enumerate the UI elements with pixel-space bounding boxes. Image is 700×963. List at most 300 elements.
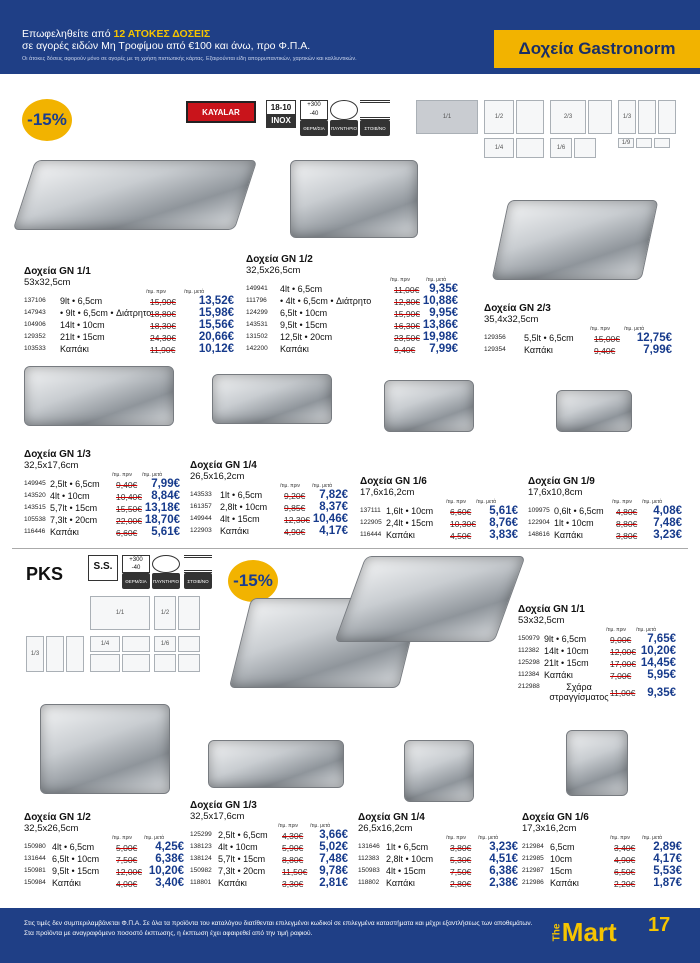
col-old-price: /τιμ. πριν — [390, 277, 411, 283]
product-description: 12,5lt • 20cm — [280, 332, 333, 342]
product-code: 131502 — [246, 333, 268, 340]
new-price: 2,81€ — [319, 877, 348, 889]
product-image-pks-lid — [334, 556, 525, 642]
product-description: 14lt • 10cm — [60, 320, 105, 330]
old-price: 9,40€ — [394, 345, 416, 355]
col-new-price: /τιμ. μετά — [144, 835, 165, 841]
new-price: 7,82€ — [319, 489, 348, 501]
discount-badge-2: -15% — [228, 560, 278, 602]
old-price: 9,40€ — [594, 346, 616, 356]
col-old-price: /τιμ. πριν — [610, 835, 631, 841]
price-block — [24, 266, 234, 356]
product-description: Καπάκι — [554, 530, 583, 540]
price-row — [24, 878, 184, 890]
discount-badge: -15% — [22, 99, 72, 141]
product-code: 105538 — [24, 516, 46, 523]
price-row — [190, 878, 348, 890]
product-code: 131646 — [358, 843, 380, 850]
product-code: 124299 — [246, 309, 268, 316]
new-price: 7,48€ — [319, 853, 348, 865]
product-description: 2,5lt • 6,5cm — [218, 830, 268, 840]
grid-cell — [90, 654, 120, 672]
product-code: 161357 — [190, 503, 212, 510]
product-code: 112383 — [358, 855, 380, 862]
dishwasher-icon — [330, 100, 358, 120]
old-price: 5,30€ — [450, 855, 472, 865]
product-code: 122904 — [528, 519, 550, 526]
new-price: 4,51€ — [489, 853, 518, 865]
temperature-icon: +300 -40 — [300, 100, 328, 120]
section-divider — [12, 548, 688, 549]
grid-cell — [178, 654, 200, 672]
price-block — [518, 604, 676, 704]
stainless-steel-icon: S.S. — [88, 555, 118, 581]
product-code: 116446 — [24, 528, 46, 535]
product-code: 143533 — [190, 491, 212, 498]
product-description: Καπάκι — [524, 345, 553, 355]
block-title: Δοχεία GN 1/2 — [246, 254, 313, 265]
product-image-gn-1-9 — [556, 390, 632, 432]
product-image-pks-gn-1-3 — [208, 740, 344, 788]
block-dimensions: 32,5x26,5cm — [24, 823, 79, 834]
old-price: 9,85€ — [284, 503, 306, 513]
price-row — [518, 670, 676, 682]
product-description: 15cm — [550, 866, 573, 876]
product-description: 1lt • 6,5cm — [220, 490, 263, 500]
product-code: 150982 — [190, 867, 212, 874]
dishwasher-label: ΠΛΥΝΤΗΡΙΟ — [330, 120, 358, 136]
old-price: 7,00€ — [610, 671, 632, 681]
inox-icon: 18-10 INOX — [266, 100, 296, 128]
product-description: 5,7lt • 15cm — [218, 854, 266, 864]
product-description: Καπάκι — [280, 344, 309, 354]
new-price: 3,66€ — [319, 829, 348, 841]
product-description: 21lt • 15cm — [60, 332, 105, 342]
product-image-gn-1-1 — [13, 160, 258, 230]
product-code: 143531 — [246, 321, 268, 328]
old-price: 2,20€ — [614, 879, 636, 889]
col-old-price: /τιμ. πριν — [112, 835, 133, 841]
product-code: 142200 — [246, 345, 268, 352]
old-price: 4,00€ — [116, 879, 138, 889]
grid-cell — [516, 138, 544, 158]
product-description: Καπάκι — [544, 670, 573, 680]
block-dimensions: 32,5x26,5cm — [246, 265, 301, 276]
product-code: 150984 — [24, 879, 46, 886]
product-description: 6,5cm — [550, 842, 575, 852]
product-description: • 4lt • 6,5cm • Διάτρητο — [280, 296, 372, 306]
new-price: 9,78€ — [319, 865, 348, 877]
price-row — [246, 344, 458, 356]
new-price: 10,20€ — [148, 865, 184, 877]
old-price: 11,90€ — [150, 345, 176, 355]
old-price: 15,90€ — [394, 309, 420, 319]
new-price: 5,02€ — [319, 841, 348, 853]
product-code: 125298 — [518, 659, 540, 666]
grid-cell — [46, 636, 64, 672]
col-new-price: /τιμ. μετά — [142, 472, 163, 478]
new-price: 5,61€ — [151, 526, 180, 538]
new-price: 3,83€ — [489, 529, 518, 541]
new-price: 7,65€ — [647, 633, 676, 645]
grid-cell — [638, 100, 656, 134]
product-code: 111796 — [246, 297, 267, 304]
col-new-price: /τιμ. μετά — [636, 627, 657, 633]
old-price: 12,30€ — [284, 515, 310, 525]
product-code: 212987 — [522, 867, 544, 874]
col-new-price: /τιμ. μετά — [476, 499, 497, 505]
stackable-label: ΣΤΟΙΒ/ΝΟ — [360, 120, 390, 136]
grid-cell: 1/1 — [90, 596, 150, 630]
grid-cell — [636, 138, 652, 148]
block-dimensions: 26,5x16,2cm — [190, 471, 245, 482]
price-block — [360, 476, 518, 542]
header-line-2: σε αγορές ειδών Μη Τροφίμου από €100 και άνω, προ Φ.Π.Α. — [22, 40, 311, 52]
pks-logo: PKS — [26, 564, 64, 584]
the-mart-logo — [548, 908, 640, 956]
col-new-price: /τιμ. μετά — [310, 823, 331, 829]
product-description: Καπάκι — [386, 530, 415, 540]
new-price: 2,38€ — [489, 877, 518, 889]
price-row — [358, 878, 518, 890]
product-description: 1lt • 6,5cm — [386, 842, 429, 852]
product-image-pks-gn-1-2 — [40, 704, 170, 794]
product-description: Καπάκι — [60, 344, 89, 354]
grid-cell — [122, 636, 150, 652]
product-description: Καπάκι — [52, 878, 81, 888]
grid-cell: 2/3 — [550, 100, 586, 134]
new-price: 2,89€ — [653, 841, 682, 853]
product-code: 129356 — [484, 334, 506, 341]
price-block — [190, 460, 348, 538]
product-description: 4lt • 15cm — [386, 866, 426, 876]
temperature-icon-2: +300 -40 — [122, 555, 150, 573]
new-price: 5,53€ — [653, 865, 682, 877]
old-price: 5,00€ — [116, 843, 138, 853]
block-dimensions: 32,5x17,6cm — [24, 460, 79, 471]
old-price: 15,50€ — [116, 504, 142, 514]
product-code: 125299 — [190, 831, 212, 838]
old-price: 8,80€ — [282, 855, 304, 865]
logo-the: The — [551, 923, 563, 941]
product-code: 129354 — [484, 346, 506, 353]
stackable-label-2: ΣΤΟΙΒ/ΝΟ — [184, 573, 212, 589]
new-price: 7,48€ — [653, 517, 682, 529]
grid-cell — [658, 100, 676, 134]
product-code: 104906 — [24, 321, 46, 328]
block-title: Δοχεία GN 1/2 — [24, 812, 91, 823]
block-title: Δοχεία GN 1/4 — [190, 460, 257, 471]
product-description: 4lt • 15cm — [220, 514, 260, 524]
product-description: Σχάρα στραγγίσματος — [549, 682, 609, 702]
block-title: Δοχεία GN 1/6 — [360, 476, 427, 487]
product-code: 137106 — [24, 297, 46, 304]
product-code: 131644 — [24, 855, 46, 862]
col-new-price: /τιμ. μετά — [312, 483, 333, 489]
old-price: 7,50€ — [450, 867, 472, 877]
price-block — [24, 449, 180, 539]
block-dimensions: 17,6x16,2cm — [360, 487, 415, 498]
new-price: 3,23€ — [489, 841, 518, 853]
price-block — [522, 812, 682, 890]
new-price: 7,99€ — [151, 478, 180, 490]
block-dimensions: 35,4x32,5cm — [484, 314, 539, 325]
block-title: Δοχεία GN 2/3 — [484, 303, 551, 314]
header-banner — [0, 0, 700, 74]
new-price: 8,84€ — [151, 490, 180, 502]
product-description: 9,5lt • 15cm — [52, 866, 100, 876]
price-block — [358, 812, 518, 890]
product-description: 4lt • 6,5cm — [280, 284, 323, 294]
product-description: 7,3lt • 20cm — [50, 515, 98, 525]
new-price: 7,99€ — [643, 344, 672, 356]
grid-cell — [66, 636, 84, 672]
old-price: 11,00€ — [610, 688, 636, 698]
old-price: 15,00€ — [594, 334, 620, 344]
product-code: 150983 — [358, 867, 380, 874]
col-old-price: /τιμ. πριν — [612, 499, 633, 505]
new-price: 7,99€ — [429, 343, 458, 355]
old-price: 3,40€ — [614, 843, 636, 853]
new-price: 1,87€ — [653, 877, 682, 889]
old-price: 10,40€ — [116, 492, 142, 502]
new-price: 10,12€ — [198, 343, 234, 355]
product-description: Καπάκι — [50, 527, 79, 537]
product-description: 4lt • 10cm — [218, 842, 258, 852]
new-price: 4,17€ — [319, 525, 348, 537]
old-price: 8,80€ — [616, 519, 638, 529]
block-dimensions: 26,5x16,2cm — [358, 823, 413, 834]
price-row — [484, 345, 672, 357]
product-description: Καπάκι — [550, 878, 579, 888]
product-code: 148616 — [528, 531, 550, 538]
grid-cell — [588, 100, 612, 134]
old-price: 11,00€ — [394, 285, 420, 295]
product-description: • 9lt • 6,5cm • Διάτρητο — [60, 308, 152, 318]
old-price: 6,60€ — [116, 528, 138, 538]
product-description: 2,8lt • 10cm — [386, 854, 434, 864]
product-description: 6,5lt • 10cm — [280, 308, 328, 318]
old-price: 12,00€ — [610, 647, 636, 657]
product-code: 149944 — [190, 515, 212, 522]
product-image-pks-gn-1-4 — [404, 740, 474, 802]
product-code: 137111 — [360, 507, 381, 514]
new-price: 6,38€ — [489, 865, 518, 877]
old-price: 7,50€ — [116, 855, 138, 865]
header-line-3: Οι άτοκες δόσεις αφορούν μόνο σε αγορές με τη χρήση πιστωτικής κάρτας. Εξαιρούνται είδη απορρυπαντικών, χαρτικών και καλλυντικών. — [22, 56, 357, 62]
new-price: 15,98€ — [198, 307, 234, 319]
product-code: 112382 — [518, 647, 540, 654]
page-number: 17 — [648, 914, 671, 936]
new-price: 10,88€ — [422, 295, 458, 307]
block-dimensions: 32,5x17,6cm — [190, 811, 245, 822]
page-title: Δοχεία Gastronorm — [494, 30, 700, 68]
new-price: 9,35€ — [429, 283, 458, 295]
product-image-gn-1-3 — [24, 366, 174, 426]
product-code: 150981 — [24, 867, 46, 874]
old-price: 23,50€ — [394, 333, 420, 343]
product-code: 150979 — [518, 635, 540, 642]
product-description: 6,5lt • 10cm — [52, 854, 100, 864]
new-price: 19,98€ — [422, 331, 458, 343]
product-code: 109975 — [528, 507, 550, 514]
grid-cell: 1/1 — [416, 100, 478, 134]
grid-cell: 1/3 — [26, 636, 44, 672]
price-block — [246, 254, 458, 356]
old-price: 3,30€ — [282, 879, 304, 889]
product-code: 138124 — [190, 855, 212, 862]
product-code: 143520 — [24, 492, 46, 499]
old-price: 24,30€ — [150, 333, 176, 343]
new-price: 13,86€ — [422, 319, 458, 331]
grid-cell: 1/9 — [618, 138, 634, 148]
grid-cell: 1/6 — [154, 636, 176, 652]
new-price: 5,61€ — [489, 505, 518, 517]
product-code: 112384 — [518, 671, 540, 678]
new-price: 18,70€ — [144, 514, 180, 526]
product-code: 150980 — [24, 843, 46, 850]
block-title: Δοχεία GN 1/3 — [190, 800, 257, 811]
col-new-price: /τιμ. μετά — [478, 835, 499, 841]
price-block — [528, 476, 682, 542]
product-code: 118801 — [190, 879, 212, 886]
footer-line-2: Στα προϊόντα με αναγραφόμενο ποσοστό έκπτωσης, η έκπτωση έχει αφαιρεθεί από την τιμή ραφιού. — [24, 930, 313, 937]
col-old-price: /τιμ. πριν — [446, 499, 467, 505]
old-price: 6,50€ — [614, 867, 636, 877]
new-price: 10,20€ — [640, 645, 676, 657]
product-description: 9lt • 6,5cm — [544, 634, 587, 644]
product-code: 118802 — [358, 879, 380, 886]
old-price: 18,80€ — [150, 309, 176, 319]
block-title: Δοχεία GN 1/1 — [518, 604, 585, 615]
price-row — [518, 682, 676, 704]
product-code: 149941 — [246, 285, 268, 292]
product-description: 14lt • 10cm — [544, 646, 589, 656]
grid-cell: 1/6 — [550, 138, 572, 158]
grid-cell — [574, 138, 596, 158]
price-row — [522, 878, 682, 890]
block-title: Δοχεία GN 1/1 — [24, 266, 91, 277]
product-description: 9,5lt • 15cm — [280, 320, 328, 330]
old-price: 2,80€ — [450, 879, 472, 889]
new-price: 10,46€ — [312, 513, 348, 525]
grid-cell — [154, 654, 176, 672]
old-price: 3,80€ — [450, 843, 472, 853]
dishwasher-label-2: ΠΛΥΝΤΗΡΙΟ — [152, 573, 180, 589]
price-row — [24, 344, 234, 356]
product-description: 1lt • 10cm — [554, 518, 594, 528]
product-description: 2,5lt • 6,5cm — [50, 479, 100, 489]
old-price: 6,60€ — [450, 507, 472, 517]
new-price: 6,38€ — [155, 853, 184, 865]
product-description: 4lt • 6,5cm — [52, 842, 95, 852]
block-title: Δοχεία GN 1/4 — [358, 812, 425, 823]
new-price: 3,40€ — [155, 877, 184, 889]
grid-cell — [516, 100, 544, 134]
product-code: 138123 — [190, 843, 212, 850]
new-price: 8,76€ — [489, 517, 518, 529]
old-price: 4,50€ — [450, 531, 472, 541]
grid-cell — [178, 636, 200, 652]
product-description: 5,5lt • 6,5cm — [524, 333, 574, 343]
old-price: 4,90€ — [284, 527, 306, 537]
grid-cell — [122, 654, 150, 672]
gastronorm-size-diagram-1 — [416, 100, 690, 158]
grid-cell: 1/2 — [484, 100, 514, 134]
col-old-price: /τιμ. πριν — [446, 835, 467, 841]
product-code: 103533 — [24, 345, 46, 352]
new-price: 15,56€ — [198, 319, 234, 331]
new-price: 3,23€ — [653, 529, 682, 541]
grid-cell: 1/4 — [484, 138, 514, 158]
product-code: 116444 — [360, 531, 382, 538]
logo-mart: Mart — [561, 916, 617, 947]
new-price: 13,52€ — [198, 295, 234, 307]
col-old-price: /τιμ. πριν — [146, 289, 167, 295]
price-block — [190, 800, 348, 890]
product-image-gn-1-2 — [290, 160, 418, 238]
price-block — [24, 812, 184, 890]
block-dimensions: 53x32,5cm — [518, 615, 565, 626]
block-title: Δοχεία GN 1/6 — [522, 812, 589, 823]
kayalar-logo: KAYALAR — [186, 101, 256, 123]
new-price: 20,66€ — [198, 331, 234, 343]
product-image-pks-gn-1-6 — [566, 730, 628, 796]
col-new-price: /τιμ. μετά — [184, 289, 205, 295]
col-old-price: /τιμ. πριν — [112, 472, 133, 478]
product-image-gn-1-6 — [384, 380, 474, 432]
product-code: 212984 — [522, 843, 544, 850]
new-price: 9,95€ — [429, 307, 458, 319]
product-description: 1,6lt • 10cm — [386, 506, 434, 516]
grid-cell — [178, 596, 200, 630]
thermal-label-2: ΘΕΡΜ/ΣΙΑ — [122, 573, 150, 589]
col-old-price: /τιμ. πριν — [590, 326, 611, 332]
product-description: 5,7lt • 15cm — [50, 503, 98, 513]
product-code: 122905 — [360, 519, 382, 526]
block-title: Δοχεία GN 1/3 — [24, 449, 91, 460]
price-row — [190, 526, 348, 538]
old-price: 9,00€ — [610, 635, 632, 645]
product-code: 122903 — [190, 527, 212, 534]
product-code: 212988 — [518, 683, 540, 690]
product-image-gn-1-4 — [212, 374, 332, 424]
new-price: 8,37€ — [319, 501, 348, 513]
footer-line-1: Στις τιμές δεν συμπεριλαμβάνεται Φ.Π.Α. Σε όλα τα προϊόντα του καταλόγου διατίθενται επιλεγμένοι κωδικοί σε επιλεγμένα καταστήματα και μέχρι εξαντλήσεως των αποθεμάτων. — [24, 920, 533, 927]
stackable-icon — [360, 100, 390, 120]
old-price: 17,00€ — [610, 659, 636, 669]
new-price: 9,35€ — [647, 687, 676, 699]
product-code: 147943 — [24, 309, 46, 316]
new-price: 14,45€ — [640, 657, 676, 669]
new-price: 4,17€ — [653, 853, 682, 865]
old-price: 16,30€ — [394, 321, 420, 331]
old-price: 11,50€ — [282, 867, 308, 877]
product-code: 129352 — [24, 333, 46, 340]
block-title: Δοχεία GN 1/9 — [528, 476, 595, 487]
old-price: 22,00€ — [116, 516, 142, 526]
col-new-price: /τιμ. μετά — [624, 326, 645, 332]
col-old-price: /τιμ. πριν — [280, 483, 301, 489]
price-row — [528, 530, 682, 542]
col-new-price: /τιμ. μετά — [426, 277, 447, 283]
product-description: 9lt • 6,5cm — [60, 296, 103, 306]
old-price: 3,80€ — [616, 531, 638, 541]
thermal-label: ΘΕΡΜ/ΣΙΑ — [300, 120, 328, 136]
old-price: 5,90€ — [282, 843, 304, 853]
old-price: 12,80€ — [394, 297, 420, 307]
old-price: 18,30€ — [150, 321, 176, 331]
